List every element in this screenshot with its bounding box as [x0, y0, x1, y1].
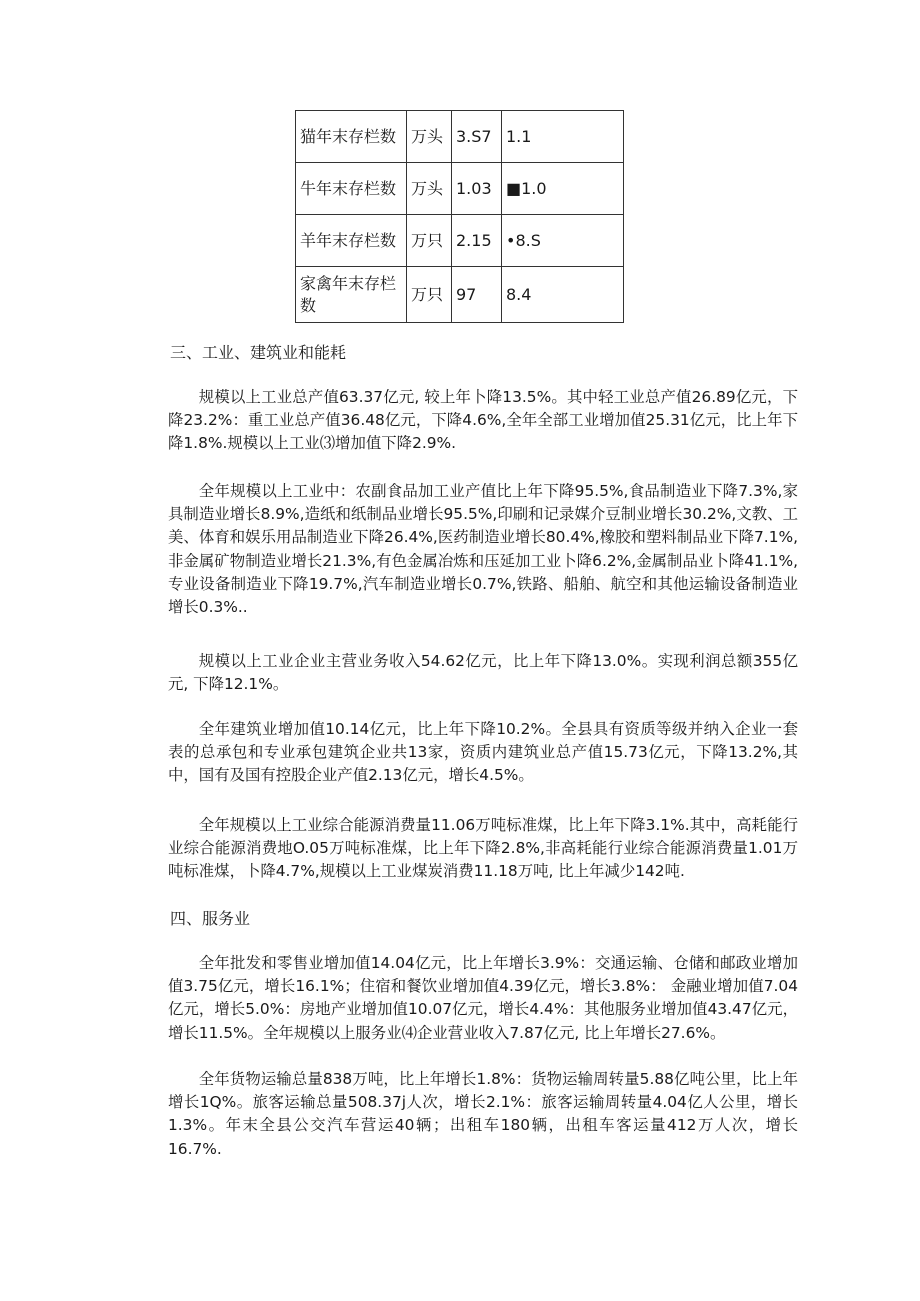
- paragraph-transport: 全年货物运输总量838万吨，比上年增长1.8%：货物运输周转量5.88亿吨公里，比上年增长1Q%。旅客运输总量508.37j人次，增长2.1%：旅客运输周转量4.04亿人公里，增长1.3%。年末全县公交汽车营运40辆；出租车180辆，出租车客运量412万人次，增长16.7%.: [168, 1070, 798, 1158]
- row-unit: 万只: [407, 215, 452, 267]
- table-row: [296, 267, 624, 323]
- paragraph-industry-sectors: 全年规模以上工业中：农副食品加工业产值比上年下降95.5%,食品制造业下降7.3%,家具制造业增长8.9%,造纸和纸制品业增长95.5%,印刷和记录媒介豆制业增长30.2%,文教、工美、体育和娱乐用品制造业下降26.4%,医药制造业增长80.4%,橡胶和塑料制品业下降7.1%,非金属矿物制造业增长21.3%,有色金属冶炼和压延加工业卜降6.2%,金属制品业卜降41.1%,专业设备制造业下降19.7%,汽车制造业增长0.7%,铁路、船舶、航空和其他运输设备制造业增长0.3%..: [168, 482, 798, 617]
- paragraph-construction: 全年建筑业增加值10.14亿元，比上年下降10.2%。全县具有资质等级并纳入企业一套表的总承包和专业承包建筑企业共13家，资质内建筑业总产值15.73亿元，下降13.2%,其中，国有及国有控股企业产值2.13亿元，增长4.5%。: [168, 720, 798, 785]
- row-name: 羊年末存栏数: [296, 215, 407, 267]
- row-unit: 万头: [407, 163, 452, 215]
- row-name: 牛年末存栏数: [296, 163, 407, 215]
- row-unit: 万只: [407, 267, 452, 323]
- row-value-2: 8.4: [502, 267, 624, 323]
- livestock-table: [295, 110, 624, 323]
- row-value-1: 97: [452, 267, 502, 323]
- table-row: [296, 163, 624, 215]
- section-title-services: 四、服务业: [170, 909, 251, 928]
- table-row: [296, 215, 624, 267]
- row-value-1: 1.03: [452, 163, 502, 215]
- section-title-industry: 三、工业、建筑业和能耗: [170, 343, 347, 362]
- paragraph-services-value: 全年批发和零售业增加值14.04亿元，比上年增长3.9%：交通运输、仓储和邮政业增加值3.75亿元，增长16.1%；住宿和餐饮业增加值4.39亿元，增长3.8%： 金融业增加值7.04亿元，增长5.0%：房地产业增加值10.07亿元，增长4.4%：其他服务业增加值43.47亿元，增长11.5%。全年规模以上服务业⑷企业营业收入7.87亿元, 比上年增长27.6%。: [168, 954, 798, 1042]
- paragraph-energy: 全年规模以上工业综合能源消费量11.06万吨标准煤，比上年下降3.1%.其中，高耗能行业综合能源消费地O.05万吨标准煤，比上年下降2.8%,非高耗能行业综合能源消费量1.01万吨标准煤，卜降4.7%,规模以上工业煤炭消费11.18万吨, 比上年减少142吨.: [168, 816, 798, 881]
- row-unit: 万头: [407, 111, 452, 163]
- row-name: 猫年末存栏数: [296, 111, 407, 163]
- row-value-2: ■1.0: [502, 163, 624, 215]
- row-name: 家禽年末存栏数: [296, 267, 407, 323]
- row-value-2: 1.1: [502, 111, 624, 163]
- row-value-2: •8.S: [502, 215, 624, 267]
- table-row: [296, 111, 624, 163]
- paragraph-industry-output: 规模以上工业总产值63.37亿元, 较上年卜降13.5%。其中轻工业总产值26.89亿元，下降23.2%：重工业总产值36.48亿元，下降4.6%,全年全部工业增加值25.31亿元，比上年下降1.8%.规模以上工业⑶增加值下降2.9%.: [168, 388, 798, 453]
- row-value-1: 2.15: [452, 215, 502, 267]
- row-value-1: 3.S7: [452, 111, 502, 163]
- paragraph-industry-revenue: 规模以上工业企业主营业务收入54.62亿元，比上年下降13.0%。实现利润总额355亿元, 下降12.1%。: [168, 652, 798, 694]
